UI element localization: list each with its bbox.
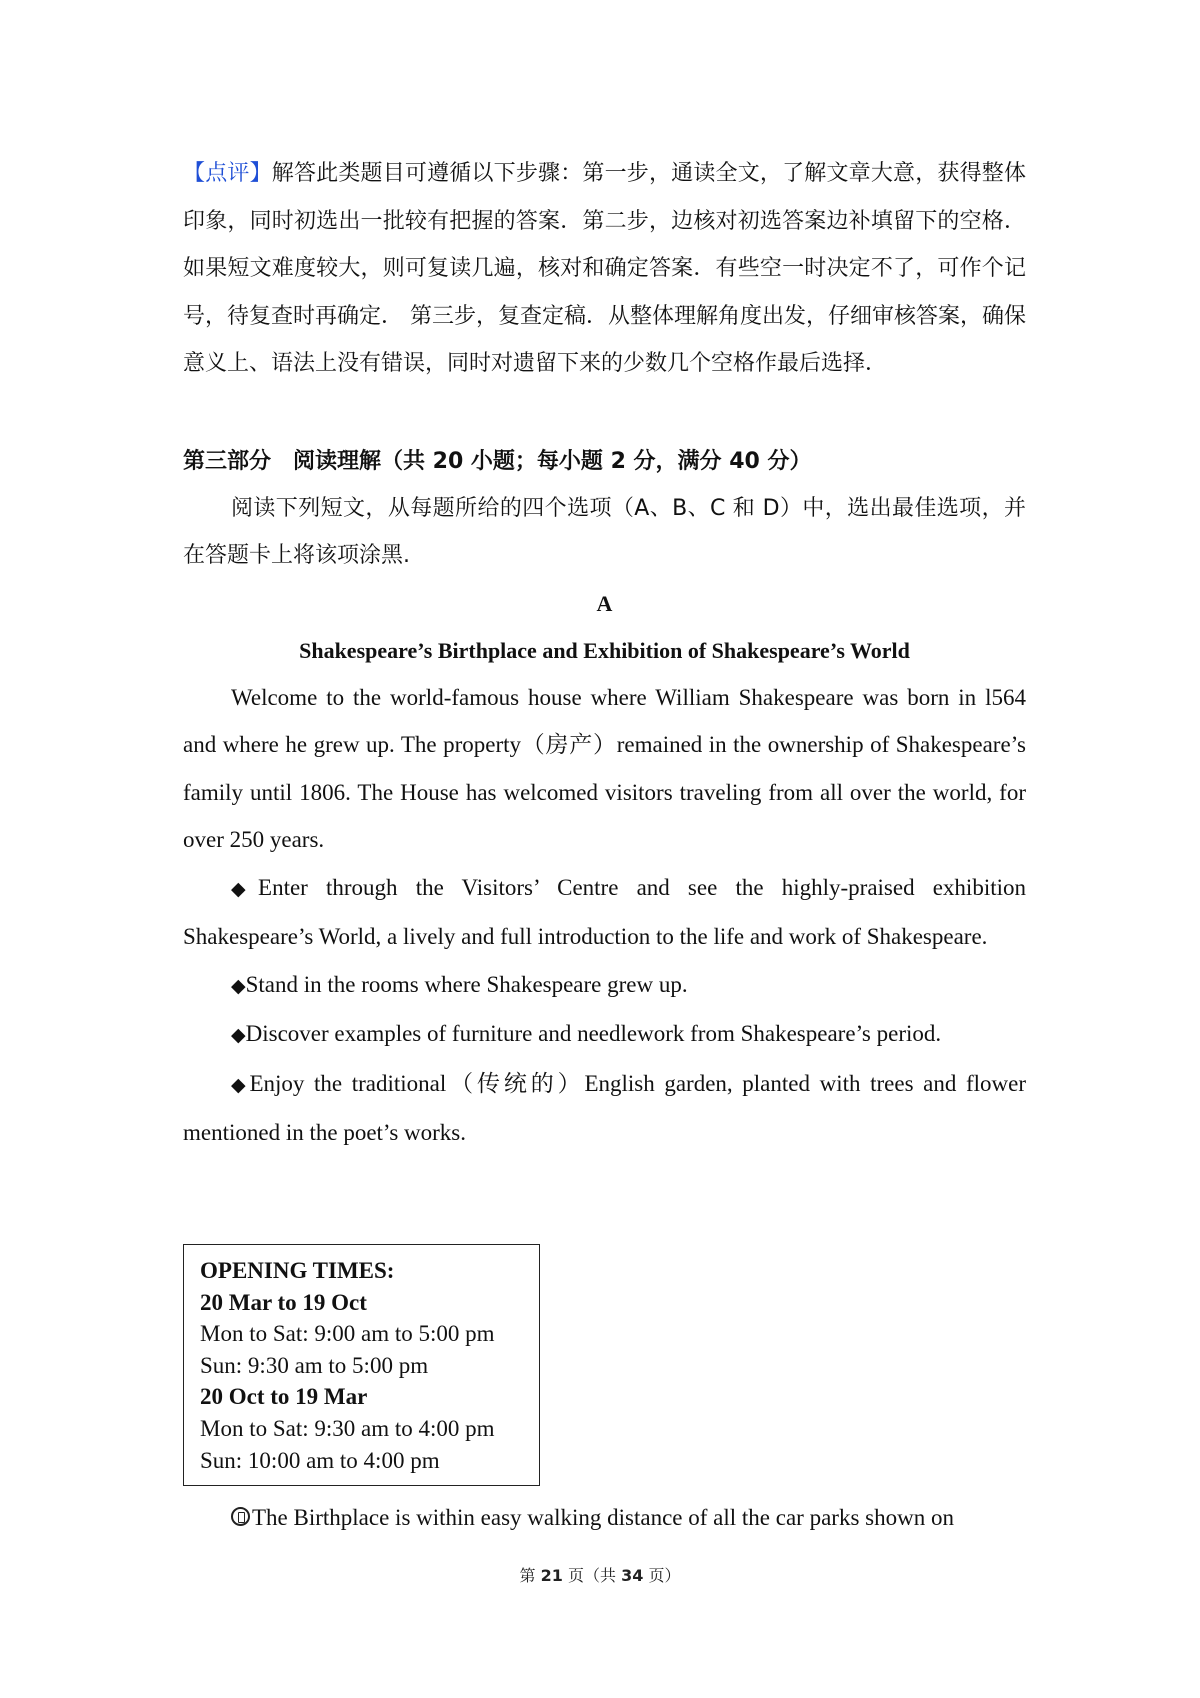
diamond-bullet-icon: ◆ [231,877,259,900]
page-footer [0,1563,1200,1586]
period-2-weekday-hours: Mon to Sat: 9:30 am to 4:00 pm [200,1415,495,1441]
total-pages: 34 [621,1566,644,1585]
parking-text: The Birthplace is within easy walking distance of all the car parks shown on [252,1505,954,1530]
diamond-bullet-icon: ◆ [231,1024,246,1046]
bullet-text: Discover examples of furniture and needlework from Shakespeare’s period. [245,1021,942,1046]
comment-text: 解答此类题目可遵循以下步骤：第一步，通读全文，了解文章大意，获得整体印象，同时初选出一批较有把握的答案．第二步，边核对初选答案边补填留下的空格．如果短文难度较大，则可复读几遍，核对和确定答案．有些空一时决定不了，可作个记号，待复查时再确定． 第三步，复查定稿．从整体理解角度出发，仔细审核答案，确保意义上、语法上没有错误，同时对遗留下来的少数几个空格作最后选择． [183,161,1026,376]
period-1-label: 20 Mar to 19 Oct [200,1289,367,1315]
page-content [183,150,1026,1157]
diamond-bullet-icon: ◆ [231,974,246,997]
section-instruction: 阅读下列短文，从每题所给的四个选项（A、B、C 和 D）中，选出最佳选项，并在答题卡上将该项涂黑. [183,495,1026,568]
comment-tag: 【点评】 [183,161,272,186]
diamond-bullet-icon: ◆ [231,1073,250,1096]
footer-prefix: 第 [519,1566,541,1585]
bullet-item [183,961,1026,1011]
passage-label: A [596,590,613,616]
page-number: 21 [540,1566,563,1585]
parking-paragraph [183,1494,1026,1542]
footer-suffix: 页） [643,1566,681,1585]
footer-middle: 页（共 [562,1566,622,1585]
bullet-text: Stand in the rooms where Shakespeare grew up. [245,971,688,997]
section-heading: 第三部分 阅读理解（共 20 小题；每小题 2 分，满分 40 分） [183,448,812,474]
bullet-item [183,864,1026,961]
bullet-text: Enjoy the traditional（传统的）English garden, planted with trees and flower mentioned in the poet’s works. [183,1070,1026,1145]
passage-intro: Welcome to the world-famous house where William Shakespeare was born in l564 and where he grew up. The property（房产）remained in the ownership of Shakespeare’s family until 1806. The House has welcomed visitors traveling from all over the world, for over 250 years. [183,684,1026,852]
parking-sign-icon [231,1507,250,1526]
opening-times-heading: OPENING TIMES: [200,1258,395,1283]
comment-paragraph [183,150,1026,388]
bullet-item [183,1060,1026,1157]
opening-times-box [183,1244,540,1486]
bullet-text: Enter through the Visitors’ Centre and see the highly-praised exhibition Shakespeare’s World, a lively and full introduction to the life and work of Shakespeare. [183,874,1026,949]
bullet-item [183,1010,1026,1060]
period-1-sunday-hours: Sun: 9:30 am to 5:00 pm [200,1352,429,1378]
period-2-sunday-hours: Sun: 10:00 am to 4:00 pm [200,1447,440,1473]
period-1-weekday-hours: Mon to Sat: 9:00 am to 5:00 pm [200,1321,495,1347]
period-2-label: 20 Oct to 19 Mar [200,1384,368,1410]
passage-title: Shakespeare’s Birthplace and Exhibition of Shakespeare’s World [299,637,910,663]
